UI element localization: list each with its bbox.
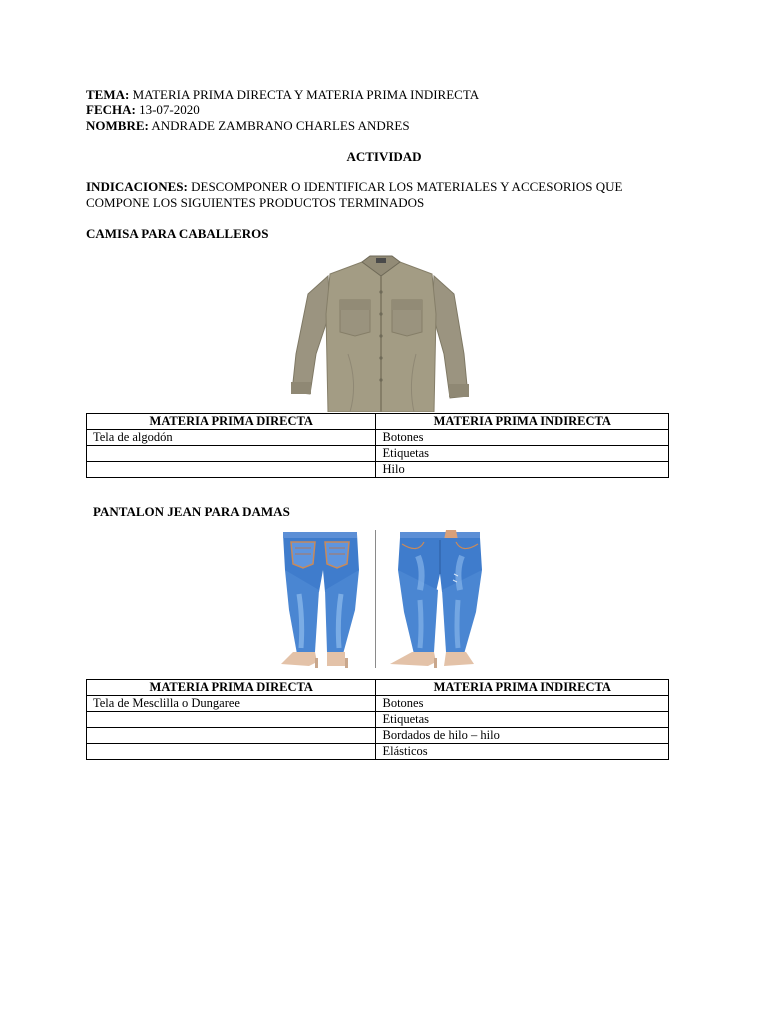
header-directa: MATERIA PRIMA DIRECTA [87, 680, 376, 696]
fecha-label: FECHA: [86, 102, 136, 117]
cell-directa: Tela de Mesclilla o Dungaree [87, 696, 376, 712]
fecha-line [86, 102, 200, 118]
jeans-back-image [275, 530, 369, 668]
nombre-line [86, 118, 410, 134]
table-header-row [87, 680, 669, 696]
table-row [87, 744, 669, 760]
cell-indirecta: Hilo [376, 462, 669, 478]
cell-indirecta: Bordados de hilo – hilo [376, 728, 669, 744]
header-indirecta: MATERIA PRIMA INDIRECTA [376, 680, 669, 696]
table-row [87, 696, 669, 712]
section1-title: CAMISA PARA CABALLEROS [86, 226, 269, 241]
cell-indirecta: Elásticos [376, 744, 669, 760]
indicaciones-text-1: DESCOMPONER O IDENTIFICAR LOS MATERIALES Y ACCESORIOS QUE [191, 179, 623, 194]
table-row [87, 446, 669, 462]
jeans-front-image [384, 530, 494, 668]
tema-label: TEMA: [86, 87, 130, 102]
section2-title: PANTALON JEAN PARA DAMAS [93, 504, 290, 519]
indicaciones-label: INDICACIONES: [86, 179, 188, 194]
indicaciones-line2: COMPONE LOS SIGUIENTES PRODUCTOS TERMINADOS [86, 195, 425, 210]
cell-directa [87, 728, 376, 744]
fecha-value: 13-07-2020 [139, 102, 200, 117]
cell-indirecta: Botones [376, 430, 669, 446]
shirt-image [288, 254, 474, 412]
section1-table [86, 413, 669, 478]
indicaciones-line1 [86, 179, 622, 195]
table-row [87, 712, 669, 728]
table-row [87, 462, 669, 478]
cell-indirecta: Etiquetas [376, 712, 669, 728]
cell-directa [87, 446, 376, 462]
cell-directa: Tela de algodón [87, 430, 376, 446]
table-header-row [87, 414, 669, 430]
section2-table [86, 679, 669, 760]
nombre-label: NOMBRE: [86, 118, 149, 133]
cell-directa [87, 744, 376, 760]
cell-directa [87, 462, 376, 478]
cell-indirecta: Botones [376, 696, 669, 712]
tema-line [86, 87, 479, 103]
header-indirecta: MATERIA PRIMA INDIRECTA [376, 414, 669, 430]
header-directa: MATERIA PRIMA DIRECTA [87, 414, 376, 430]
cell-directa [87, 712, 376, 728]
image-divider [375, 530, 376, 668]
table-row [87, 430, 669, 446]
cell-indirecta: Etiquetas [376, 446, 669, 462]
actividad-title: ACTIVIDAD [346, 149, 422, 164]
table-row [87, 728, 669, 744]
tema-value: MATERIA PRIMA DIRECTA Y MATERIA PRIMA INDIRECTA [132, 87, 480, 102]
nombre-value: ANDRADE ZAMBRANO CHARLES ANDRES [151, 118, 410, 133]
